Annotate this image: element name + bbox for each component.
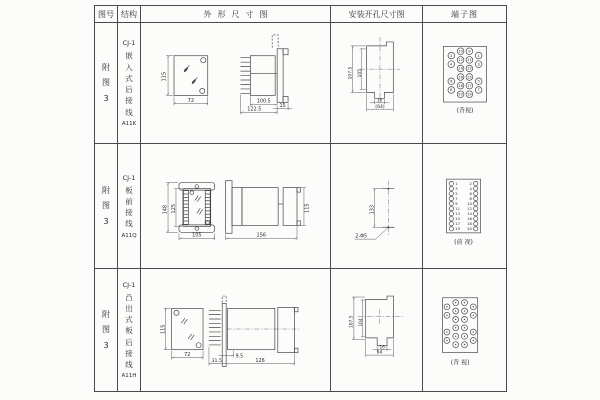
outline-drawing-a11k — [141, 23, 330, 143]
structure-cell — [121, 174, 136, 239]
terminal-number: 6 — [469, 191, 472, 196]
dim-label: 107.5 — [348, 66, 354, 80]
terminal-holes — [448, 48, 482, 98]
terminal-number: 13 — [455, 212, 460, 217]
dim-label: (64) — [375, 104, 385, 110]
terminal-hole — [474, 186, 478, 190]
terminal-number: 8 — [469, 196, 472, 201]
dim-label: 9.5 — [235, 353, 244, 360]
terminal-hole — [464, 336, 465, 337]
terminal-diagram-a11k — [423, 23, 506, 143]
dim-label: 31.5 — [211, 358, 223, 364]
terminal-hole — [474, 191, 478, 195]
side-view — [226, 181, 301, 234]
front-view — [172, 308, 203, 349]
terminal-diagram-a11h — [423, 269, 506, 391]
terminal-number: 7 — [477, 88, 480, 93]
terminal-holes — [449, 181, 478, 231]
table-row-a11q — [95, 144, 506, 269]
dim-label: 156 — [256, 232, 267, 239]
terminal-hole — [474, 217, 478, 221]
terminal-number: 18 — [458, 83, 463, 88]
terminal-number: 14 — [467, 212, 472, 217]
terminal-number: 20 — [467, 227, 472, 232]
terminal-hole — [446, 306, 447, 307]
terminal-number: 14 — [458, 66, 463, 71]
terminal-hole — [449, 186, 453, 190]
terminal-hole — [473, 331, 474, 332]
type-code: A11K — [121, 120, 137, 127]
terminal-diagram-a11q — [423, 144, 506, 268]
figure-number: 附图3 — [102, 186, 110, 226]
model-label: CJ-1 — [122, 280, 136, 289]
side-view — [240, 35, 288, 102]
outline-drawing-a11q — [141, 144, 330, 268]
terminal-number: 7 — [455, 196, 458, 201]
dim-label: 107.5 — [349, 315, 355, 329]
header-figure: 图号 — [95, 6, 118, 22]
dim-label: 105 — [192, 232, 202, 239]
terminal-number: 15 — [455, 217, 460, 222]
terminal-number: 12 — [458, 58, 463, 63]
terminal-hole — [473, 340, 474, 341]
terminal-number: 1 — [455, 181, 458, 186]
terminal-hole — [449, 202, 453, 206]
view-label: (背 视) — [450, 359, 470, 367]
mounting-cutout-a11h — [331, 269, 422, 391]
drawing-table — [94, 5, 507, 392]
terminal-hole — [446, 331, 447, 332]
outline-drawing-a11h — [141, 269, 330, 391]
terminal-hole — [464, 319, 465, 320]
dimensions — [355, 189, 389, 240]
hole-marks — [382, 181, 394, 236]
dim-label: 16 — [379, 344, 385, 350]
terminal-holes — [444, 300, 476, 348]
dim-label: 2-Φ5 — [355, 233, 368, 240]
terminal-number: 19 — [455, 227, 460, 232]
terminal-hole — [474, 181, 478, 185]
terminal-hole — [446, 340, 447, 341]
terminal-number: 16 — [467, 217, 472, 222]
terminal-hole — [455, 310, 456, 311]
terminal-number: 11 — [467, 58, 472, 63]
terminal-hole — [446, 315, 447, 316]
terminal-hole — [449, 217, 453, 221]
figure-number: 附图3 — [102, 310, 110, 350]
terminal-hole — [449, 222, 453, 226]
structure-label: 嵌入式后接线 — [125, 51, 133, 117]
front-view — [179, 183, 215, 233]
terminal-number: 20 — [458, 92, 463, 97]
dim-label: 115 — [304, 203, 311, 213]
terminal-hole — [474, 227, 478, 231]
dimensions — [162, 56, 209, 106]
type-code: A11Q — [121, 232, 137, 239]
dim-label: 105 — [357, 68, 363, 78]
terminal-hole — [473, 315, 474, 316]
terminal-hole — [449, 196, 453, 200]
dimensions — [160, 308, 203, 359]
model-label: CJ-1 — [122, 39, 136, 48]
terminal-hole — [464, 327, 465, 328]
terminal-hole — [474, 196, 478, 200]
terminal-block — [443, 298, 478, 353]
table-row-a11h — [95, 269, 506, 391]
terminal-number: 3 — [477, 62, 480, 67]
dim-label: 122.5 — [247, 106, 262, 113]
terminal-number: 10 — [467, 202, 472, 207]
dim-label: 72 — [184, 351, 191, 358]
terminal-hole — [449, 207, 453, 211]
terminal-number: 17 — [467, 83, 472, 88]
table-row-a11k — [95, 23, 506, 144]
view-label: (背视) — [456, 107, 474, 115]
terminal-hole — [474, 207, 478, 211]
terminal-hole — [455, 327, 456, 328]
terminal-number: 5 — [455, 191, 458, 196]
header-outline: 外形尺寸图 — [141, 6, 331, 22]
structure-cell — [122, 39, 136, 127]
terminal-hole — [449, 212, 453, 216]
terminal-hole — [455, 344, 456, 345]
terminal-number: 3 — [455, 186, 458, 191]
terminal-number: 15 — [467, 75, 472, 80]
terminal-hole — [474, 202, 478, 206]
terminal-number: 4 — [469, 186, 472, 191]
terminal-number: 19 — [467, 92, 472, 97]
dim-label: 100.5 — [256, 98, 271, 105]
structure-cell — [122, 281, 137, 380]
terminal-number: 8 — [450, 88, 453, 93]
model-label: CJ-1 — [122, 173, 136, 182]
header-terminal: 端子图 — [451, 9, 478, 19]
table-header-row — [95, 6, 506, 23]
terminal-number: 17 — [455, 222, 460, 227]
terminal-number: 9 — [468, 49, 471, 54]
terminal-number: 18 — [467, 222, 472, 227]
terminal-number: 10 — [458, 49, 463, 54]
dim-label: 72 — [187, 97, 195, 104]
dim-label: 148 — [162, 204, 169, 215]
terminal-number: 6 — [450, 79, 453, 84]
terminal-hole — [464, 310, 465, 311]
view-label: (前 视) — [454, 239, 473, 247]
terminal-hole — [474, 222, 478, 226]
type-code: A11H — [121, 373, 137, 380]
side-view — [209, 296, 301, 366]
header-mounting: 安装开孔尺寸图 — [331, 6, 423, 22]
dim-label: 115 — [160, 324, 167, 334]
terminal-hole — [449, 181, 453, 185]
header-structure: 结构 — [118, 6, 141, 22]
terminal-hole — [455, 319, 456, 320]
terminal-number: 5 — [477, 79, 480, 84]
terminal-number: 12 — [467, 207, 472, 212]
dim-label: 15 — [279, 102, 286, 109]
terminal-number: 4 — [450, 62, 453, 67]
terminal-hole — [464, 302, 465, 303]
dim-label: 125 — [171, 203, 178, 214]
mounting-holes-a11q — [331, 144, 422, 268]
terminal-number: 2 — [450, 53, 453, 58]
mounting-cutout-a11k — [331, 23, 422, 143]
dimensions — [349, 297, 394, 357]
dim-label: 115 — [161, 71, 168, 82]
terminal-number: 11 — [455, 207, 460, 212]
terminal-hole — [449, 227, 453, 231]
dim-label: 16 — [376, 98, 383, 104]
terminal-hole — [473, 306, 474, 307]
terminal-hole — [464, 344, 465, 345]
dim-label: 104 — [359, 318, 365, 327]
terminal-number: 2 — [469, 181, 472, 186]
dimensions — [226, 188, 311, 241]
structure-label: 凸出式板后接线 — [125, 292, 133, 370]
cutout-shape — [360, 37, 401, 103]
dimensions — [240, 94, 292, 114]
dimensions — [348, 46, 394, 111]
terminal-number: 1 — [477, 53, 480, 58]
terminal-number: 9 — [455, 202, 458, 207]
structure-label: 板前接线 — [125, 185, 133, 229]
cutout-shape — [358, 296, 404, 346]
front-view — [174, 56, 208, 96]
figure-number: 附图3 — [102, 63, 110, 103]
dim-label: 64 — [376, 350, 383, 356]
dim-label: 126 — [255, 357, 265, 364]
terminal-hole — [455, 302, 456, 303]
terminal-hole — [474, 212, 478, 216]
terminal-hole — [449, 191, 453, 195]
dim-label: 133 — [369, 204, 376, 215]
terminal-number: 16 — [458, 75, 463, 80]
terminal-number: 13 — [467, 66, 472, 71]
terminal-hole — [455, 336, 456, 337]
